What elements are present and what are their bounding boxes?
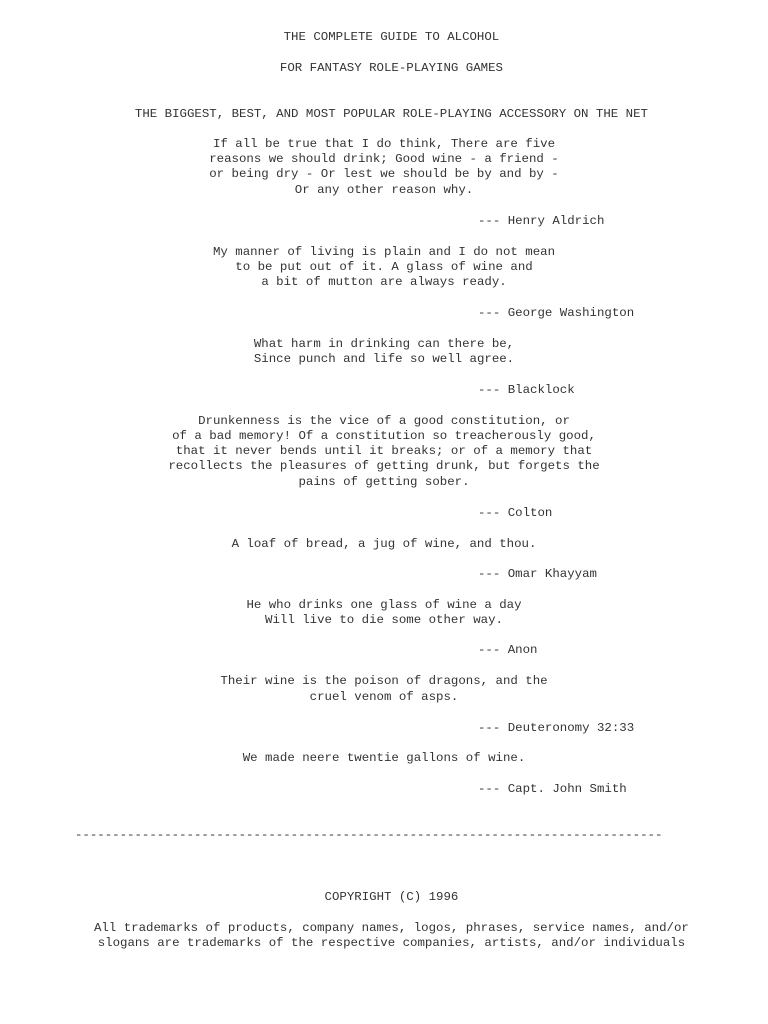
section-divider: ------------------------------------------------------------------------------- — [75, 828, 663, 842]
quote-attribution: --- Colton — [478, 506, 553, 520]
quote-line: or being dry - Or lest we should be by and by - — [209, 167, 559, 181]
quote-line: Will live to die some other way. — [265, 613, 503, 627]
quote-attribution: --- Anon — [478, 643, 538, 657]
quote-line: a bit of mutton are always ready. — [261, 275, 507, 289]
quote-attribution: --- Henry Aldrich — [478, 214, 605, 228]
quote-line: We made neere twentie gallons of wine. — [242, 751, 526, 765]
copyright-text-line: slogans are trademarks of the respective companies, artists, and/or individuals — [97, 936, 686, 950]
quote-line: He who drinks one glass of wine a day — [246, 598, 522, 612]
document-title — [0, 13, 768, 44]
quote-attribution: --- Blacklock — [478, 383, 575, 397]
title-line-2: FOR FANTASY ROLE-PLAYING GAMES — [279, 61, 503, 75]
quote-line: to be put out of it. A glass of wine and — [235, 260, 533, 274]
quote-line: Since punch and life so well agree. — [253, 352, 515, 366]
quote-line: of a bad memory! Of a constitution so treacherously good, — [172, 429, 596, 443]
quote-line: pains of getting sober. — [298, 475, 470, 489]
quote-line: Or any other reason why. — [294, 183, 474, 197]
quote-line: cruel venom of asps. — [309, 690, 459, 704]
quote-line: that it never bends until it breaks; or of a memory that — [175, 444, 593, 458]
quote-line: A loaf of bread, a jug of wine, and thou. — [231, 537, 537, 551]
copyright-heading: COPYRIGHT (C) 1996 — [324, 890, 459, 904]
quote-attribution: --- Deuteronomy 32:33 — [478, 721, 635, 735]
quote-line: Drunkenness is the vice of a good constitution, or — [198, 414, 570, 428]
quote-attribution: --- Capt. John Smith — [478, 782, 627, 796]
quote-attribution: --- George Washington — [478, 306, 635, 320]
quote-line: If all be true that I do think, There are five — [212, 137, 556, 151]
quote-line: recollects the pleasures of getting drunk, but forgets the — [168, 459, 600, 473]
tagline — [0, 90, 768, 121]
quote-line: My manner of living is plain and I do not mean — [212, 245, 556, 259]
title-line-1: THE COMPLETE GUIDE TO ALCOHOL — [283, 30, 500, 44]
quote-line: What harm in drinking can there be, — [253, 337, 515, 351]
quote-line: reasons we should drink; Good wine - a friend - — [209, 152, 559, 166]
document-subtitle — [0, 44, 768, 75]
quote-attribution: --- Omar Khayyam — [478, 567, 597, 581]
quote-line: Their wine is the poison of dragons, and the — [220, 674, 548, 688]
copyright-text-line: All trademarks of products, company names, logos, phrases, service names, and/or — [94, 921, 689, 935]
tagline-text: THE BIGGEST, BEST, AND MOST POPULAR ROLE-PLAYING ACCESSORY ON THE NET — [134, 107, 648, 121]
